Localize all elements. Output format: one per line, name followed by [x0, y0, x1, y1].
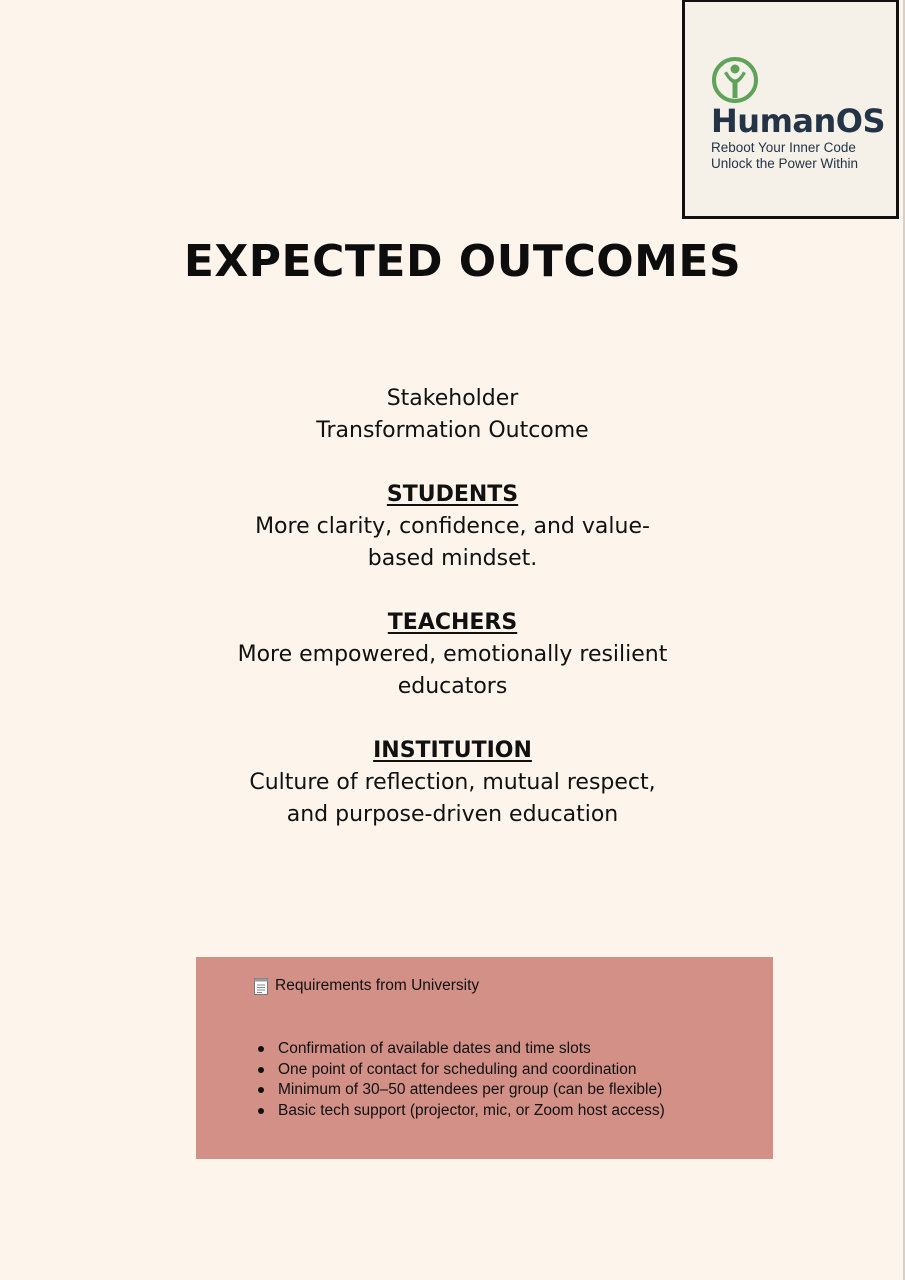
bullet-icon [258, 1087, 264, 1093]
outcome-text: Culture of reflection, mutual respect, [249, 770, 656, 795]
requirement-text: Minimum of 30–50 attendees per group (can be flexible) [278, 1081, 663, 1098]
stakeholder-heading: STUDENTS [386, 482, 519, 507]
person-in-circle-icon [711, 56, 759, 104]
outcome-text: More empowered, emotionally resilient [237, 642, 668, 667]
bullet-icon [258, 1067, 264, 1073]
requirement-text: Basic tech support (projector, mic, or Zoom host access) [278, 1101, 665, 1119]
outcome-text: and purpose-driven education [286, 802, 619, 827]
requirement-text: Confirmation of available dates and time slots [278, 1040, 591, 1057]
logo-tagline-2: Unlock the Power Within [711, 156, 859, 171]
logo-box [682, 0, 899, 219]
requirement-text: One point of contact for scheduling and coordination [278, 1060, 637, 1078]
logo-tagline-1: Reboot Your Inner Code [711, 140, 856, 155]
outcome-section-institution [200, 735, 705, 831]
stakeholder-heading: INSTITUTION [373, 738, 532, 763]
outcome-section-teachers [200, 607, 705, 703]
stakeholder-heading: TEACHERS [387, 610, 518, 635]
column-header-stakeholder: Stakeholder [386, 386, 519, 411]
requirements-list [258, 1039, 665, 1121]
column-header-outcome: Transformation Outcome [316, 418, 589, 443]
outcome-text: More clarity, confidence, and value- [255, 514, 650, 539]
bullet-icon [258, 1108, 264, 1114]
outcome-text: based mindset. [367, 546, 538, 571]
list-item [258, 1080, 665, 1101]
list-item [258, 1060, 665, 1081]
memo-icon [254, 978, 268, 995]
requirements-box [196, 957, 773, 1159]
outcome-section-students [200, 479, 705, 575]
list-item [258, 1039, 665, 1060]
outcome-text: educators [397, 674, 508, 699]
list-item [258, 1101, 665, 1122]
bullet-icon [258, 1046, 264, 1052]
outcome-table-header [200, 383, 705, 447]
requirements-title: Requirements from University [275, 977, 480, 994]
logo-wordmark: HumanOS [711, 102, 886, 140]
requirements-title-row [254, 977, 479, 995]
page-title: EXPECTED OUTCOMES [183, 236, 742, 287]
